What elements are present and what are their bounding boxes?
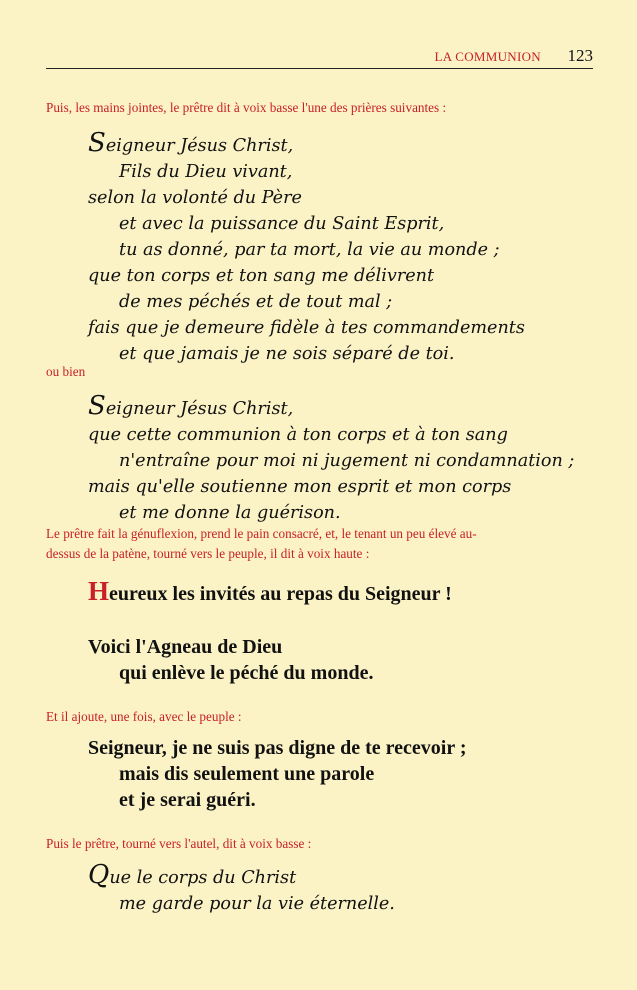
response-line: et je serai guéri. <box>119 789 256 811</box>
response-line: Seigneur, je ne suis pas digne de te recevoir ; <box>88 737 467 759</box>
prayer-1 <box>88 130 617 367</box>
running-header <box>46 46 593 69</box>
prayer-1-line: fais que je demeure fidèle à tes commandements <box>88 318 525 338</box>
prayer-3-line: Que le corps du Christ <box>88 860 297 890</box>
prayer-2-line: mais qu'elle soutienne mon esprit et mon corps <box>88 477 512 497</box>
prayer-1-line: Fils du Dieu vivant, <box>119 162 293 182</box>
prayer-1-line: et que jamais je ne sois séparé de toi. <box>119 344 455 364</box>
acclamation: Heureux les invités au repas du Seigneur ! <box>88 576 452 606</box>
response-line: mais dis seulement une parole <box>119 763 375 785</box>
rubric-altar: Puis le prêtre, tourné vers l'autel, dit à voix basse : <box>46 836 312 851</box>
rubric-prayers-intro: Puis, les mains jointes, le prêtre dit à voix basse l'une des prières suivantes : <box>46 100 447 115</box>
prayer-3 <box>88 862 617 917</box>
prayer-2-line: Seigneur Jésus Christ, <box>88 391 294 421</box>
rubric-or: ou bien <box>46 364 86 379</box>
rubric-people: Et il ajoute, une fois, avec le peuple : <box>46 709 242 724</box>
agnus-dei <box>88 634 617 686</box>
agnus-line: qui enlève le péché du monde. <box>119 662 374 684</box>
acclamation-initial: H <box>88 576 110 606</box>
prayer-2-line: et me donne la guérison. <box>119 503 341 523</box>
prayer-1-line: tu as donné, par ta mort, la vie au monde ; <box>119 240 500 260</box>
people-response <box>88 735 617 813</box>
prayer-2 <box>88 393 617 526</box>
prayer-3-line: me garde pour la vie éternelle. <box>119 894 395 914</box>
prayer-1-line: selon la volonté du Père <box>88 188 302 208</box>
prayer-2-line: que cette communion à ton corps et à ton sang <box>88 425 508 445</box>
prayer-2-line: n'entraîne pour moi ni jugement ni condamnation ; <box>119 451 575 471</box>
prayer-1-line: de mes péchés et de tout mal ; <box>119 292 393 312</box>
section-title: LA COMMUNION <box>434 49 541 64</box>
page-number: 123 <box>567 46 593 65</box>
prayer-1-line: que ton corps et ton sang me délivrent <box>88 266 435 286</box>
prayer-3-initial: Q <box>88 860 110 890</box>
prayer-1-initial: S <box>88 128 106 158</box>
rubric-genuflexion: Le prêtre fait la génuflexion, prend le pain consacré, et, le tenant un peu élevé au- dessus de la patène, tourné vers le peuple, il dit à voix haute : <box>46 526 477 561</box>
prayer-1-line: et avec la puissance du Saint Esprit, <box>119 214 445 234</box>
prayer-2-initial: S <box>88 391 106 421</box>
agnus-line: Voici l'Agneau de Dieu <box>88 636 283 658</box>
prayer-1-line: Seigneur Jésus Christ, <box>88 128 294 158</box>
